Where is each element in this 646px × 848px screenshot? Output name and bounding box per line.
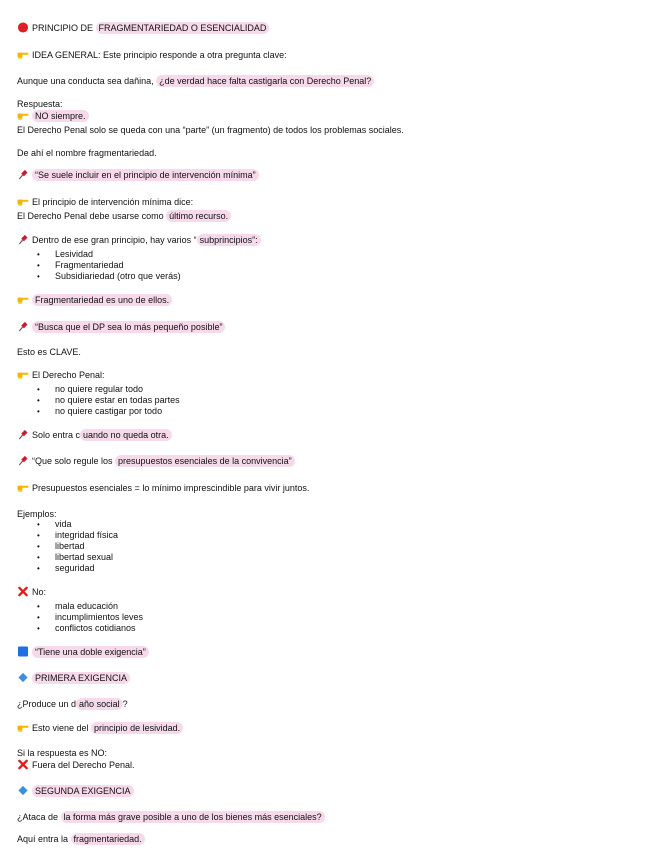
subprincipios-line: Dentro de ese gran principio, hay varios “ subprincipios”: [17, 234, 261, 246]
list-item: • no quiere castigar por todo [37, 406, 180, 417]
dp-list [37, 384, 180, 417]
pushpin-icon [17, 455, 29, 466]
presupuestos-line: Presupuestos esenciales = lo mínimo imprescindible para vivir juntos. [17, 482, 309, 494]
pointing-hand-icon [17, 482, 29, 493]
minima-line: El principio de intervención mínima dice: [17, 196, 193, 208]
pushpin-icon [17, 321, 29, 332]
cross-mark-icon [17, 586, 29, 597]
segunda-exigencia: SEGUNDA EXIGENCIA [17, 785, 134, 797]
lesividad-line: Esto viene del principio de lesividad. [17, 722, 183, 734]
aqui-line: Aquí entra la fragmentariedad. [17, 834, 145, 845]
list-item: • Subsidiariedad (otro que verás) [37, 271, 181, 282]
section-title: PRINCIPIO DE FRAGMENTARIEDAD O ESENCIALIDAD [17, 22, 269, 34]
list-item: • Lesividad [37, 249, 181, 260]
pointing-hand-icon [17, 369, 29, 380]
list-item: • seguridad [37, 563, 118, 574]
ejemplos-list [37, 519, 118, 574]
dp-line: El Derecho Penal: [17, 369, 105, 381]
list-item: • incumplimientos leves [37, 612, 143, 623]
ataca-line: ¿Ataca de la forma más grave posible a uno de los bienes más esenciales? [17, 812, 325, 823]
no-siempre: NO siempre. [17, 110, 89, 122]
dano-social: ¿Produce un d año social ? [17, 699, 128, 709]
clave-text: Esto es CLAVE. [17, 347, 81, 357]
no-list [37, 601, 143, 634]
idea-general: IDEA GENERAL: Este principio responde a otra pregunta clave: [17, 49, 287, 61]
pushpin-icon [17, 429, 29, 440]
cross-mark-icon [17, 759, 29, 770]
pointing-hand-icon [17, 294, 29, 305]
uno-de-ellos: Fragmentariedad es uno de ellos. [17, 294, 172, 306]
pin-note-1: “Se suele incluir en el principio de intervención mínima” [17, 169, 259, 181]
question-line: Aunque una conducta sea dañina, ¿de verdad hace falta castigarla con Derecho Penal? [17, 76, 374, 87]
subprincipios-list [37, 249, 181, 282]
fuera-line: Fuera del Derecho Penal. [17, 759, 135, 771]
ejemplos-label: Ejemplos: [17, 509, 57, 519]
pointing-hand-icon [17, 49, 29, 60]
fragmento-text: El Derecho Penal solo se queda con una “parte” (un fragmento) de todos los problemas sociales. [17, 125, 404, 135]
list-item: • Fragmentariedad [37, 260, 181, 271]
pushpin-icon [17, 234, 29, 245]
ultimo-recurso: El Derecho Penal debe usarse como último recurso. [17, 211, 231, 222]
pin-note-2: “Busca que el DP sea lo más pequeño posible” [17, 321, 225, 333]
list-item: • no quiere estar en todas partes [37, 395, 180, 406]
blue-diamond-icon [17, 672, 29, 683]
list-item: • conflictos cotidianos [37, 623, 143, 634]
blue-square-icon [17, 646, 29, 657]
primera-exigencia: PRIMERA EXIGENCIA [17, 672, 130, 684]
doble-exigencia: “Tiene una doble exigencia” [17, 646, 149, 658]
si-no-text: Si la respuesta es NO: [17, 748, 108, 758]
pushpin-icon [17, 169, 29, 180]
nombre-text: De ahí el nombre fragmentariedad. [17, 148, 157, 158]
respuesta-label: Respuesta: [17, 99, 63, 109]
solo-entra: Solo entra c uando no queda otra. [17, 429, 172, 441]
list-item: • vida [37, 519, 118, 530]
blue-diamond-icon [17, 785, 29, 796]
pointing-hand-icon [17, 196, 29, 207]
list-item: • no quiere regular todo [37, 384, 180, 395]
pointing-hand-icon [17, 110, 29, 121]
list-item: • mala educación [37, 601, 143, 612]
no-label: No: [17, 586, 46, 598]
pointing-hand-icon [17, 722, 29, 733]
list-item: • integridad física [37, 530, 118, 541]
list-item: • libertad [37, 541, 118, 552]
red-circle-icon [17, 22, 29, 33]
pin-note-3: “Que solo regule los presupuestos esenciales de la convivencia” [17, 455, 295, 467]
list-item: • libertad sexual [37, 552, 118, 563]
